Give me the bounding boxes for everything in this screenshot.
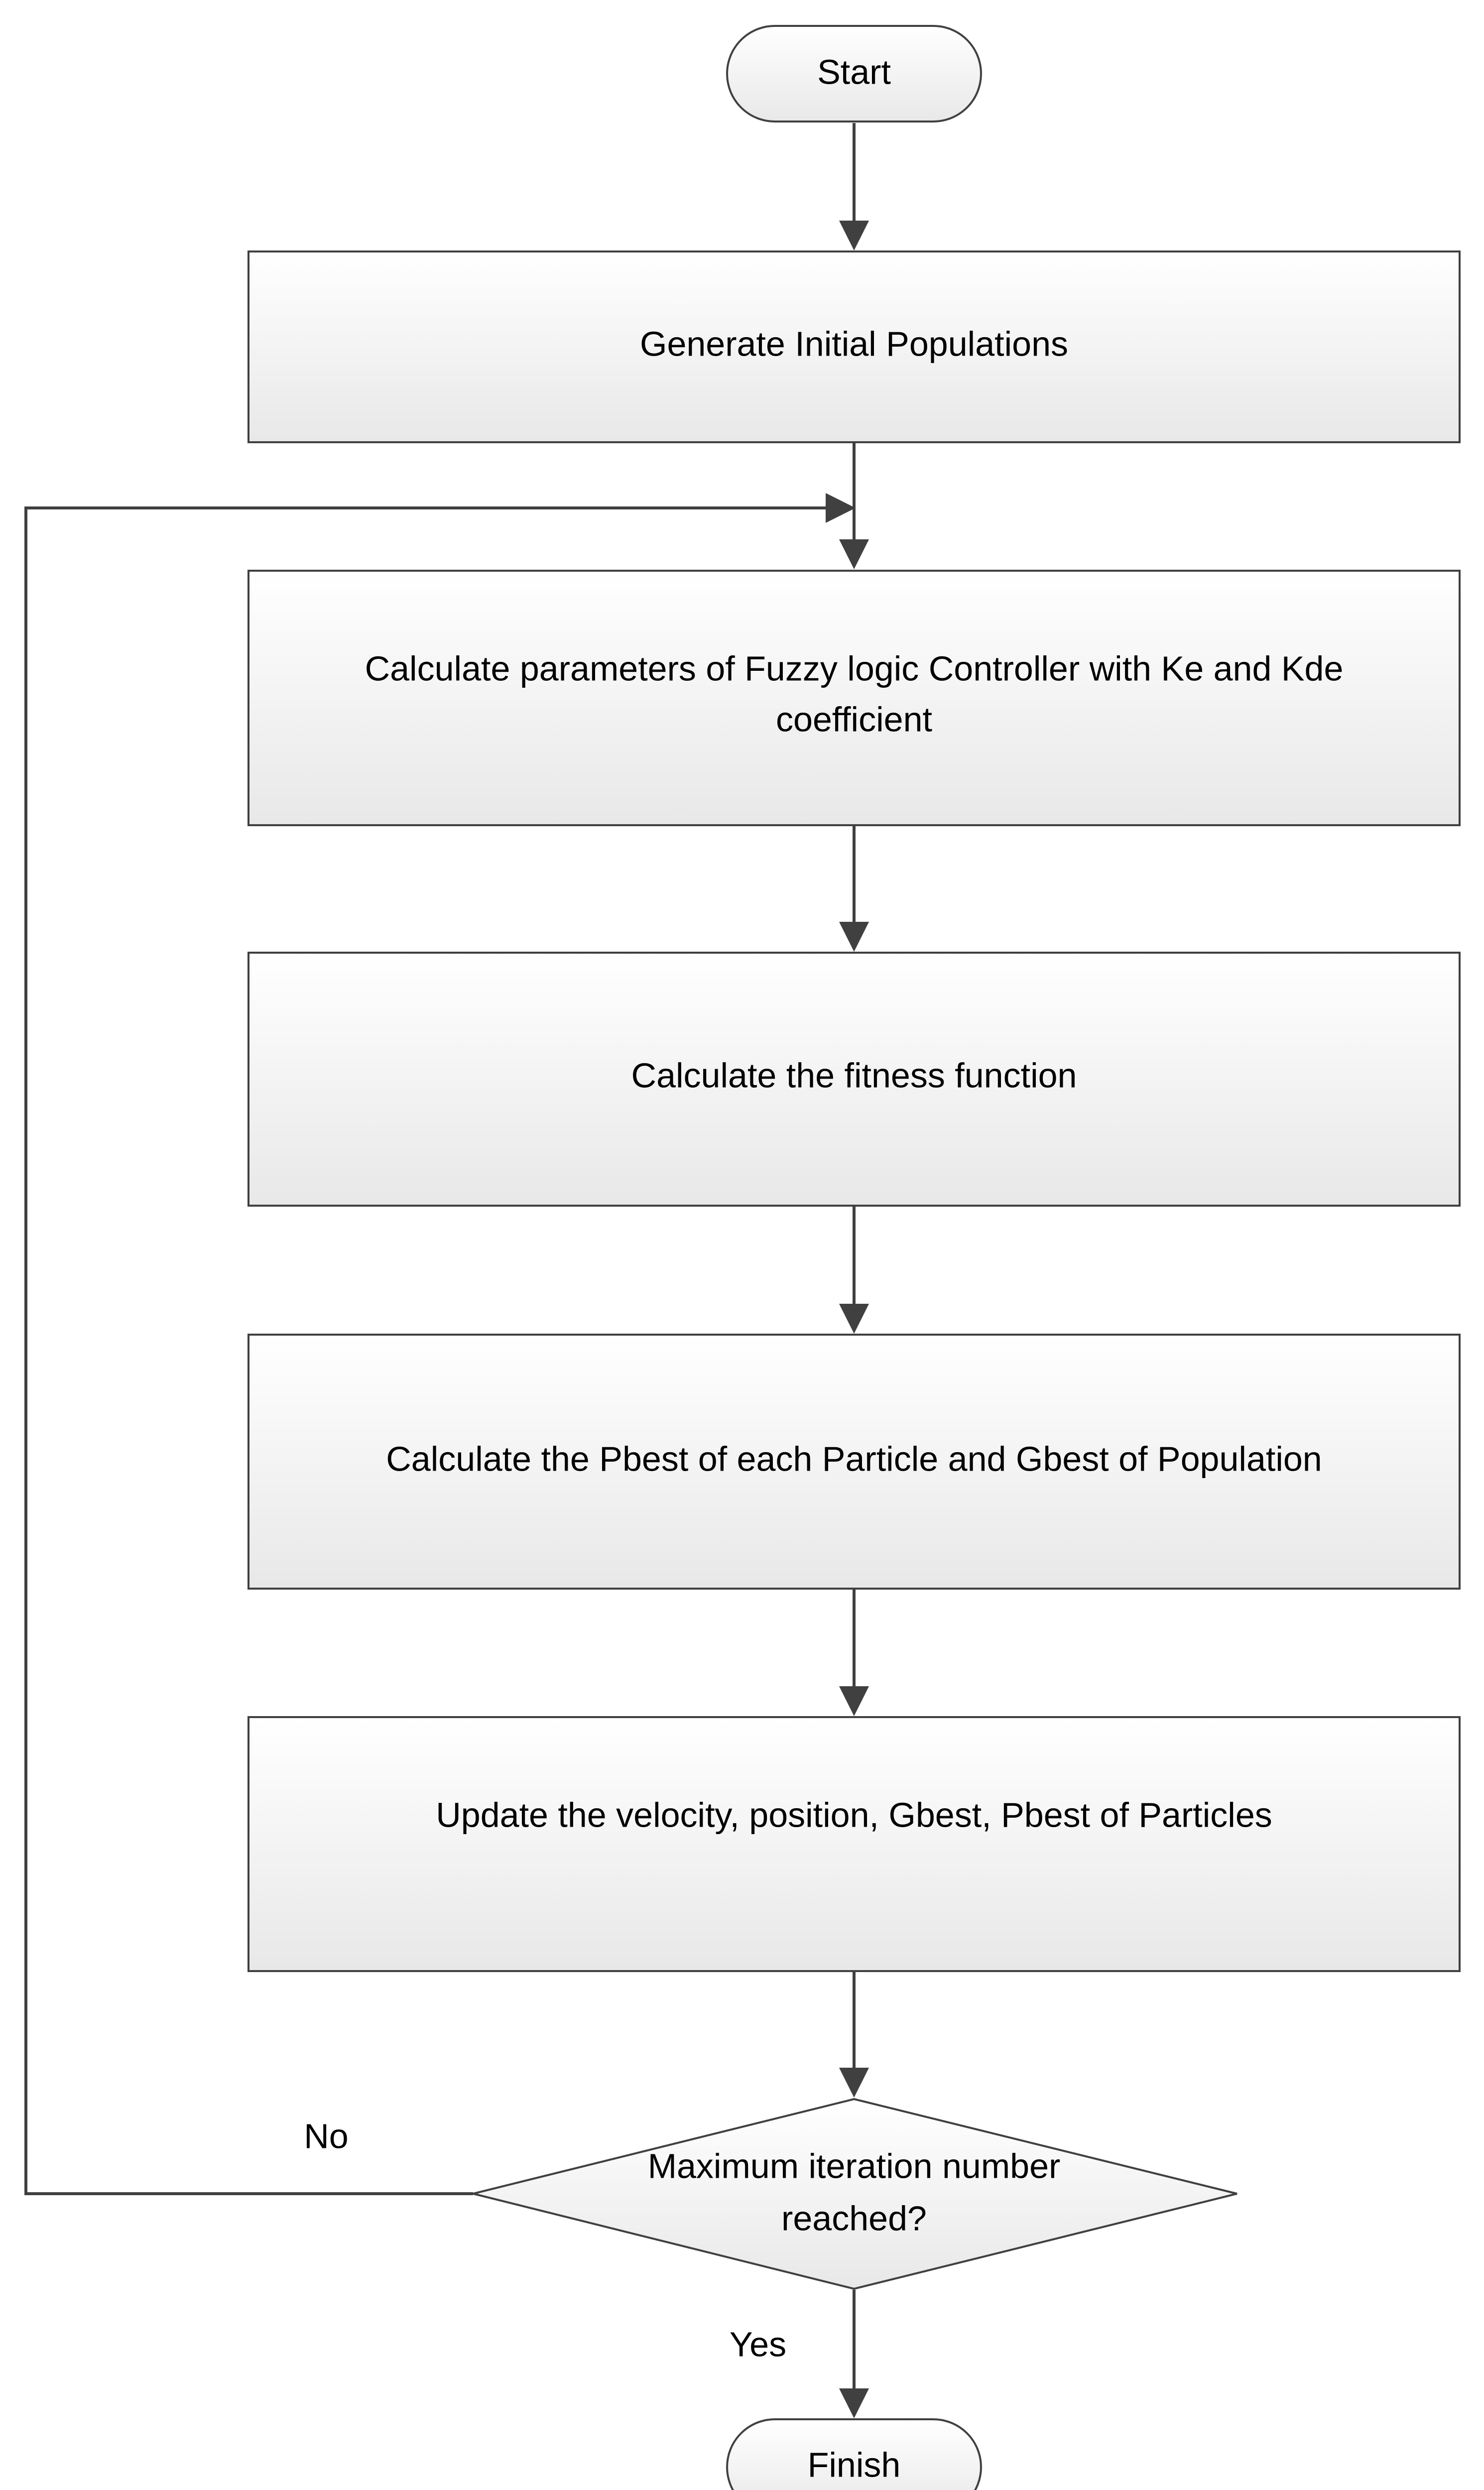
process-calculate-fitness — [248, 953, 1460, 1206]
process-update-particles — [248, 1717, 1460, 1971]
process-calculate-parameters — [248, 571, 1460, 825]
process-calculate-pbest-gbest — [248, 1335, 1460, 1589]
edge-label-no: No — [304, 2116, 349, 2156]
calculate-pbest-gbest-label: Calculate the Pbest of each Particle and Gbest of Population — [386, 1439, 1322, 1479]
start-label: Start — [817, 52, 891, 92]
finish-terminal — [727, 2419, 981, 2490]
connectors — [26, 123, 854, 2415]
edge-label-yes: Yes — [729, 2325, 787, 2364]
decision-max-iteration — [473, 2099, 1237, 2289]
calculate-fitness-label: Calculate the fitness function — [631, 1056, 1077, 1095]
start-terminal — [727, 26, 981, 122]
calculate-parameters-label-line2: coefficient — [776, 700, 932, 739]
update-particles-label: Update the velocity, position, Gbest, Pbest of Particles — [436, 1795, 1272, 1835]
decision-label-line1: Maximum iteration number — [647, 2146, 1061, 2186]
finish-label: Finish — [807, 2445, 901, 2485]
process-generate-populations — [248, 251, 1460, 442]
generate-populations-label: Generate Initial Populations — [640, 324, 1068, 364]
decision-label-line2: reached? — [781, 2199, 927, 2238]
calculate-parameters-label-line1: Calculate parameters of Fuzzy logic Controller with Ke and Kde — [365, 649, 1344, 688]
